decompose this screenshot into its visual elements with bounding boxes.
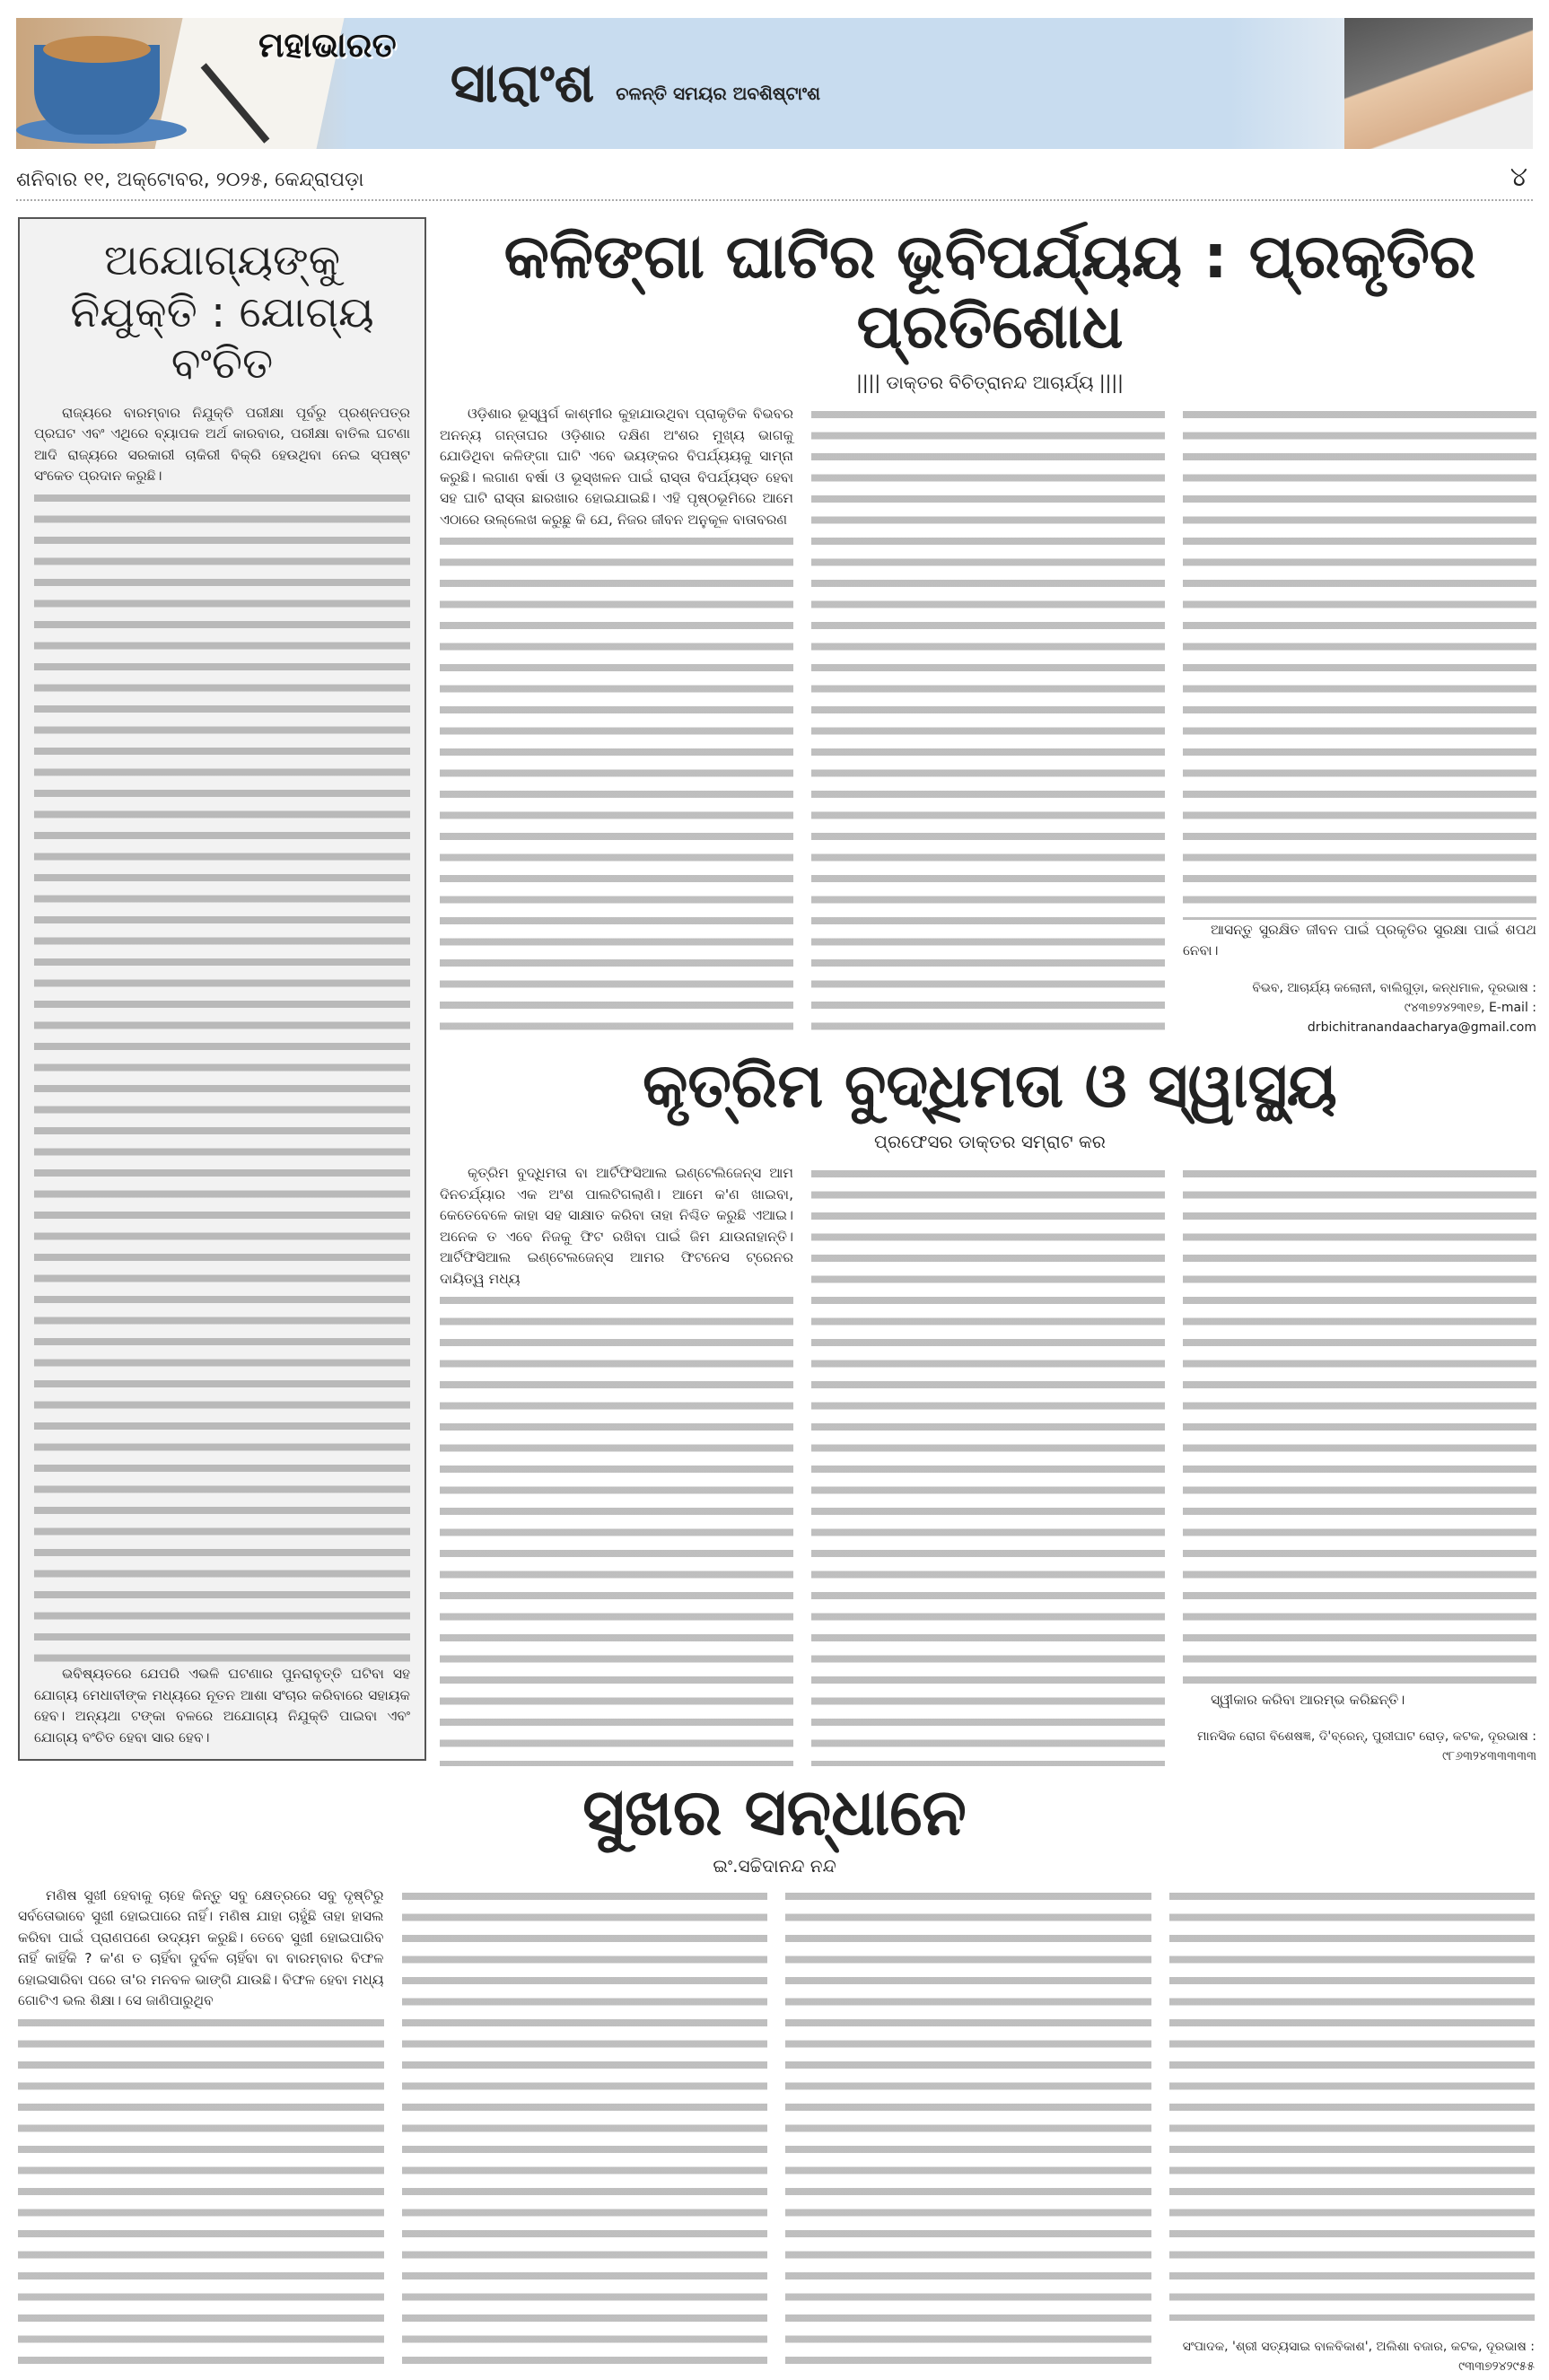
- article2-signature: ମାନସିକ ରୋଗ ବିଶେଷଜ୍ଞ, ଦି'ବ୍ରେନ୍, ପୁରୀଘାଟ ରୋଡ଼, କଟକ, ଦୂରଭାଷ : ୯୮୬୩୨୪୩୩୩୩୩: [1197, 1729, 1536, 1763]
- editorial-headline: ଅଯୋଗ୍ୟଙ୍କୁ ନିଯୁକ୍ତି : ଯୋଗ୍ୟ ବଂଚିତ: [70, 235, 374, 389]
- article1-headline: କଳିଙ୍ଗା ଘାଟିର ଭୂବିପର୍ଯ୍ୟୟ : ପ୍ରକୃତିର ପ୍ରତିଶୋଧ: [503, 222, 1476, 363]
- article1-signature: ବିଭବ, ଆଚାର୍ଯ୍ୟ କଲୋନୀ, ବାଲିଗୁଡ଼ା, କନ୍ଧମାଳ, ଦୂରଭାଷ : ୯୪୩୭୨୪୨୩୧୭, E-mail :: [1252, 980, 1536, 1015]
- article2-headline: କୃତ୍ରିମ ବୁଦ୍ଧିମତା ଓ ସ୍ୱାସ୍ଥ୍ୟ: [643, 1050, 1337, 1122]
- article3-text: [402, 1886, 768, 2376]
- article3-text: [785, 1886, 1151, 2376]
- article3-text: [1169, 1886, 1536, 2321]
- divider: [16, 199, 1533, 201]
- editorial-closing: ଭବିଷ୍ୟତରେ ଯେପରି ଏଭଳି ଘଟଣାର ପୁନରାବୃତ୍ତି ଘଟିବା ସହ ଯୋଗ୍ୟ ମେଧାବୀଙ୍କ ମଧ୍ୟରେ ନୂତନ ଆଶା ସଂଚାର କରିବାରେ ସହାୟକ ହେବ। ଅନ୍ୟଥା ଟଙ୍କା ବଳରେ ଅଯୋଗ୍ୟ ନିଯୁକ୍ତି ପାଇବା ଏବଂ ଯୋଗ୍ୟ ବଂଚିତ ହେବା ସାର ହେବ।: [34, 1666, 410, 1746]
- editorial-opening: ରାଜ୍ୟରେ ବାରମ୍ବାର ନିଯୁକ୍ତି ପରୀକ୍ଷା ପୂର୍ବରୁ ପ୍ରଶ୍ନପତ୍ର ପ୍ରଘଟ ଏବଂ ଏଥିରେ ବ୍ୟାପକ ଅର୍ଥ କାରବାର, ପରୀକ୍ଷା ବାତିଲ ଘଟଣା ଆଦି ରାଜ୍ୟରେ ସରକାରୀ ଚାକିରୀ ବିକ୍ରି ହେଉଥିବା ନେଇ ସ୍ପଷ୍ଟ ସଂକେତ ପ୍ରଦାନ କରୁଛି।: [34, 404, 410, 485]
- article2-byline: ପ୍ରଫେସର ଡାକ୍ତର ସମ୍ରାଟ କର: [874, 1131, 1106, 1153]
- article2-text: [1183, 1163, 1536, 1689]
- article1-opening: ଓଡ଼ିଶାର ଭୂସ୍ୱର୍ଗ କାଶ୍ମୀର କୁହାଯାଉଥିବା ପ୍ରାକୃତିକ ବିଭବର ଅନନ୍ୟ ଗନ୍ତାଘର ଓଡ଼ିଶାର ଦକ୍ଷିଣ ଅଂଶର ମୁଖ୍ୟ ଭାଗକୁ ଯୋଡିଥିବା କଳିଙ୍ଗା ଘାଟି ଏବେ ଭୟଙ୍କର ବିପର୍ଯ୍ୟୟକୁ ସାମ୍ନା କରୁଛି। ଲଗାଣ ବର୍ଷା ଓ ଭୂସ୍ଖଳନ ପାଇଁ ରାସ୍ତା ବିପର୍ଯ୍ୟସ୍ତ ହେବା ସହ ଘାଟି ରାସ୍ତା ଛାରଖାର ହୋଇଯାଇଛି। ଏହି ପୃଷ୍ଠଭୂମିରେ ଆମେ ଏଠାରେ ଉଲ୍ଲେଖ କରୁଛୁ କି ଯେ, ନିଜର ଜୀବନ ଅନୁକୂଳ ବାତାବରଣ: [440, 406, 793, 528]
- article1-text: [811, 404, 1165, 1037]
- editorial-body-text: [34, 487, 410, 1664]
- article1-email[interactable]: drbichitranandaacharya@gmail.com: [1307, 1019, 1536, 1035]
- page-number: ୪: [1510, 162, 1527, 193]
- brand-row: [258, 18, 1335, 149]
- article2-text: [811, 1163, 1165, 1766]
- article1-byline: |||| ଡାକ୍ତର ବିଚିତ୍ରାନନ୍ଦ ଆଚାର୍ଯ୍ୟ ||||: [856, 372, 1124, 394]
- article3-opening: ମଣିଷ ସୁଖୀ ହେବାକୁ ଚାହେ କିନ୍ତୁ ସବୁ କ୍ଷେତ୍ରରେ ସବୁ ଦୃଷ୍ଟିରୁ ସର୍ବତୋଭାବେ ସୁଖୀ ହୋଇପାରେ ନାହିଁ। ମଣିଷ ଯାହା ଚାହୁଁଛି ତାହା ହାସଲ କରିବା ପାଇଁ ପ୍ରାଣପଣେ ଉଦ୍ୟମ କରୁଛି। ତେବେ ସୁଖୀ ହୋଇପାରିବ ନାହିଁ କାହିଁକି ? କ'ଣ ତ ଚାହିଁବା ଦୁର୍ବଳ ଚାହିଁବା ବା ବାରମ୍ବାର ବିଫଳ ହୋଇସାରିବା ପରେ ତା'ର ମନବଳ ଭାଙ୍ଗି ଯାଉଛି। ବିଫଳ ହେବା ମଧ୍ୟ ଗୋଟିଏ ଭଲ ଶିକ୍ଷା। ସେ ଜାଣିପାରୁଥିବ: [18, 1886, 384, 2009]
- main-articles-region: [431, 223, 1549, 1766]
- newspaper-logo: ମହାଭାରତ: [258, 25, 397, 65]
- article3-headline: ସୁଖର ସନ୍ଧାନେ: [582, 1774, 967, 1850]
- article1-text: [440, 530, 793, 1037]
- article3-text: [18, 2012, 384, 2376]
- article2-text: [440, 1290, 793, 1766]
- article3-signature: ସଂପାଦକ, 'ଶ୍ରୀ ସତ୍ୟସାଇ ବାଳବିକାଶ', ଅଲିଶା ବଜାର, କଟକ, ଦୂରଭାଷ : ୯୩୩୭୨୪୨୯୫୫: [1182, 2340, 1535, 2374]
- section-title-group: [451, 54, 820, 113]
- editorial-box: [18, 217, 426, 1761]
- article2-opening: କୃତ୍ରିମ ବୁଦ୍ଧିମତା ବା ଆର୍ଟିଫିସିଆଲ ଇଣ୍ଟେଲିଜେନ୍ସ ଆମ ଦିନଚର୍ଯ୍ୟାର ଏକ ଅଂଶ ପାଲଟିଗଲାଣି। ଆମେ କ'ଣ ଖାଇବା, କେତେବେଳେ କାହା ସହ ସାକ୍ଷାତ କରିବା ତାହା ନିଶ୍ଚିତ କରୁଛି ଏଆଇ। ଅନେକ ତ ଏବେ ନିଜକୁ ଫିଟ ରଖିବା ପାଇଁ ଜିମ ଯାଉନାହାନ୍ତି। ଆର୍ଟିଫିସିଆଲ ଇଣ୍ଟେଲଜେନ୍ସ ଆମର ଫିଟନେସ ଟ୍ରେନର ଦାୟିତ୍ୱ ମଧ୍ୟ: [440, 1165, 793, 1287]
- section-tagline: ଚଳନ୍ତି ସମୟର ଅବଶିଷ୍ଟାଂଶ: [616, 83, 821, 104]
- article2-columns: [440, 1163, 1536, 1766]
- article1-closing: ଆସନ୍ତୁ ସୁରକ୍ଷିତ ଜୀବନ ପାଇଁ ପ୍ରକୃତିର ସୁରକ୍ଷା ପାଇଁ ଶପଥ ନେବା।: [1183, 921, 1536, 959]
- masthead-banner: [16, 18, 1533, 149]
- bottom-article-region: [0, 1775, 1549, 2376]
- writing-hand-image: [1344, 18, 1533, 149]
- coffee-cup-image: [34, 45, 160, 135]
- article2-closing: ସ୍ୱୀକାର କରିବା ଆରମ୍ଭ କରିଛନ୍ତି।: [1211, 1691, 1405, 1708]
- article1-text: [1183, 404, 1536, 920]
- article3-columns: [18, 1886, 1535, 2376]
- article3-byline: ଇଂ.ସଚ୍ଚିଦାନନ୍ଦ ନନ୍ଦ: [713, 1854, 836, 1877]
- article1-columns: [440, 404, 1536, 1037]
- dateline: ଶନିବାର ୧୧, ଅକ୍ଟୋବର, ୨୦୨୫, କେନ୍ଦ୍ରାପଡ଼ା: [16, 169, 364, 191]
- section-title: ସାରାଂଶ: [450, 52, 595, 115]
